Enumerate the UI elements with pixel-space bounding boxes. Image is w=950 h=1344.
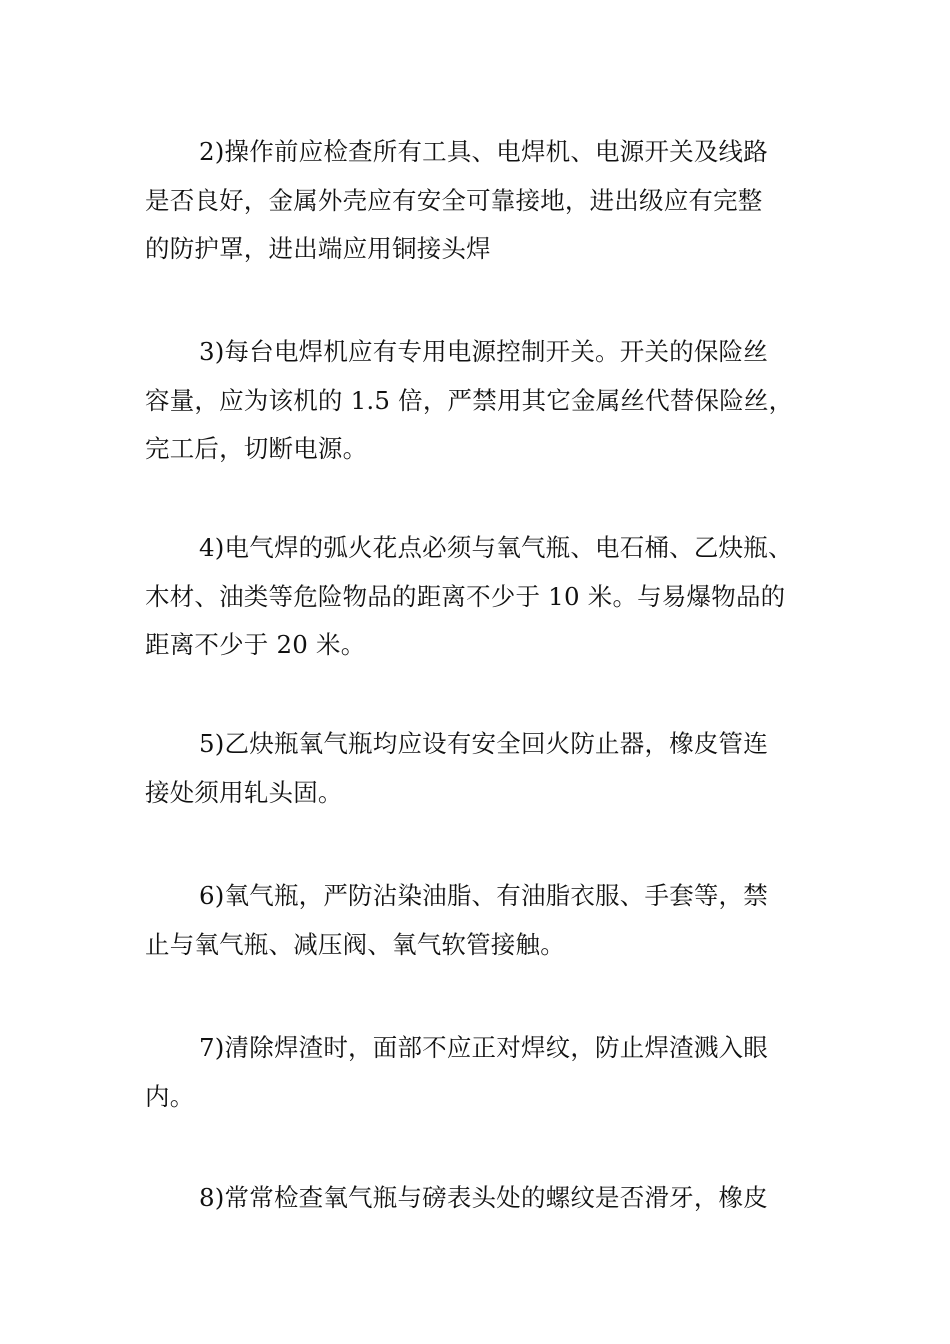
paragraph-item-8 [145,1174,845,1223]
paragraph-line: 内。 [145,1081,195,1111]
paragraph-line: 7)清除焊渣时，面部不应正对焊纹，防止焊渣溅入眼 [199,1033,768,1062]
paragraph-line: 止与氧气瓶、减压阀、氧气软管接触。 [145,929,565,959]
paragraph-line: 2)操作前应检查所有工具、电焊机、电源开关及线路 [199,137,768,166]
paragraph-line: 3)每台电焊机应有专用电源控制开关。开关的保险丝 [199,337,768,366]
paragraph-item-6 [145,872,845,969]
paragraph-line: 完工后，切断电源。 [145,434,368,463]
paragraph-line: 4)电气焊的弧火花点必须与氧气瓶、电石桶、乙炔瓶、 [199,533,793,562]
paragraph-line: 8)常常检查氧气瓶与磅表头处的螺纹是否滑牙，橡皮 [199,1183,768,1212]
paragraph-line: 5)乙炔瓶氧气瓶均应设有安全回火防止器，橡皮管连 [199,729,768,758]
paragraph-item-4 [145,524,845,670]
paragraph-line: 距离不少于 20 米。 [145,630,366,659]
paragraph-item-5 [145,720,845,817]
paragraph-item-3 [145,328,845,474]
paragraph-line: 6)氧气瓶，严防沾染油脂、有油脂衣服、手套等，禁 [199,881,768,910]
paragraph-item-2 [145,128,845,274]
paragraph-line: 木材、油类等危险物品的距离不少于 10 米。与易爆物品的 [145,581,786,611]
paragraph-line: 容量，应为该机的 1.5 倍，严禁用其它金属丝代替保险丝， [145,385,794,415]
paragraph-line: 接处须用轧头固。 [145,777,343,807]
paragraph-line: 是否良好，金属外壳应有安全可靠接地，进出级应有完整 [145,185,763,215]
paragraph-line: 的防护罩，进出端应用铜接头焊 [145,234,491,263]
paragraph-item-7 [145,1024,845,1121]
